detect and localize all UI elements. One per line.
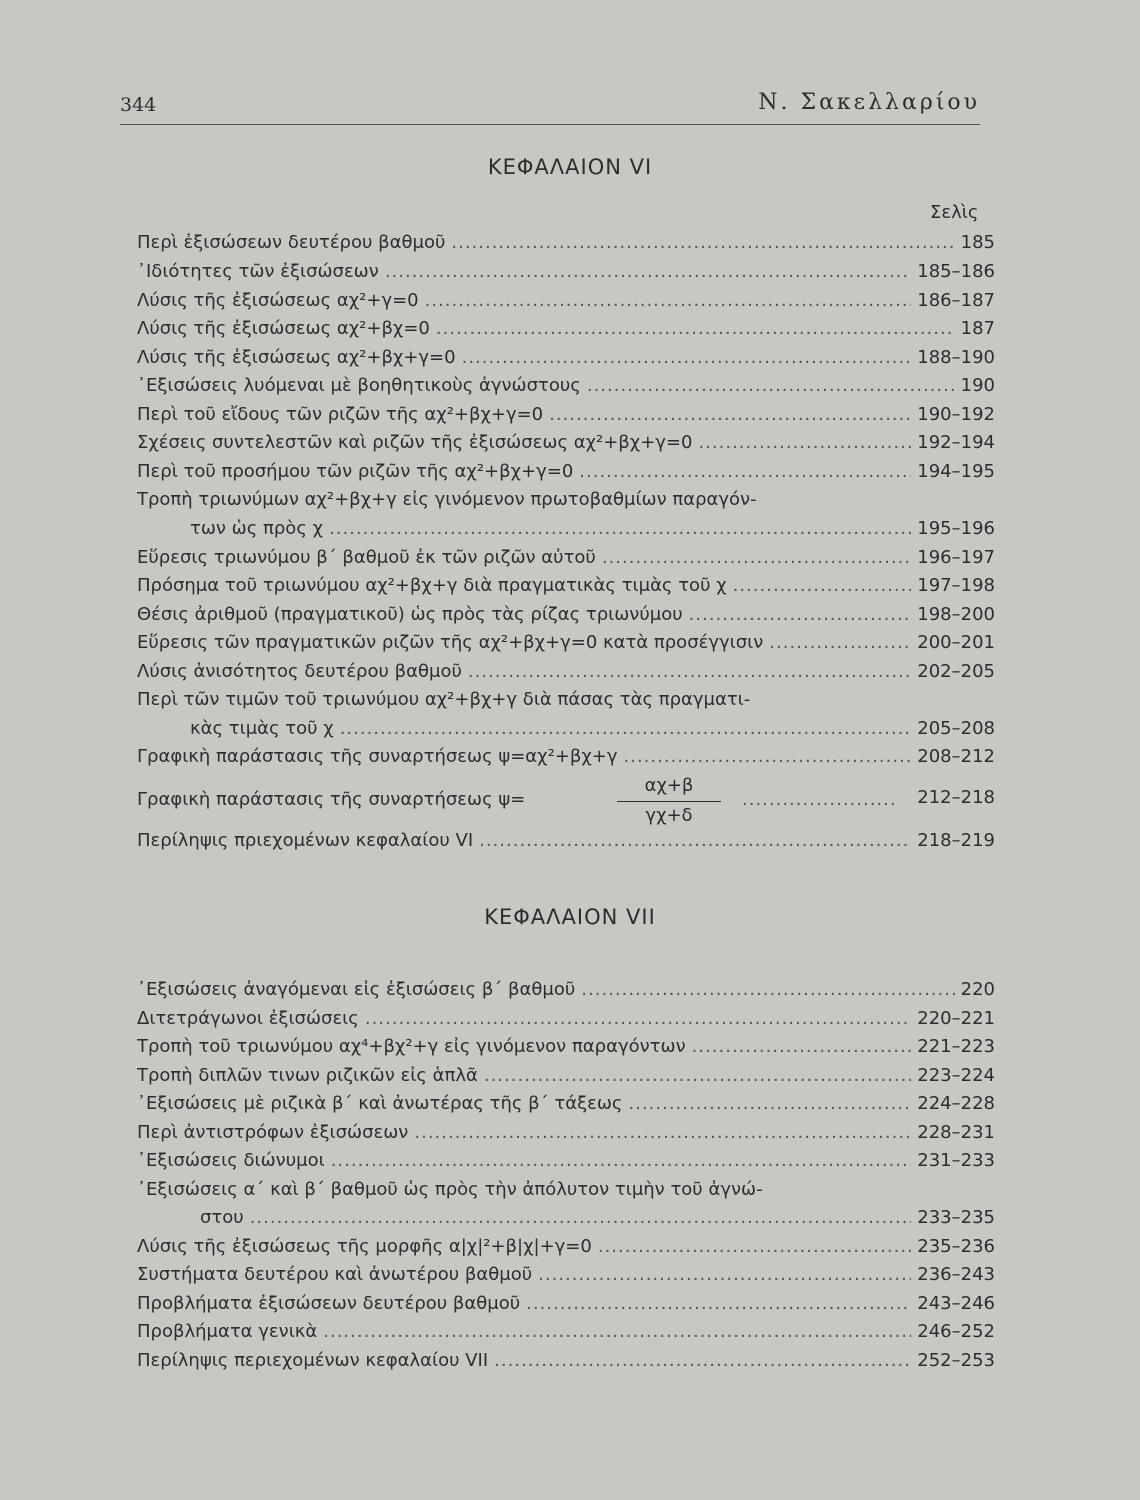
- page-column-label: Σελὶς: [930, 202, 979, 223]
- toc-entry: Συστήματα δευτέρου καὶ ἀνωτέρου βαθμοῦ ..... 236–243: [137, 1262, 995, 1288]
- toc-entry: Εὕρεσις τῶν πραγματικῶν ριζῶν τῆς αχ²+βχ+γ=0 κατὰ προσέγγισιν ..... 200–201: [137, 630, 995, 656]
- fraction-bar: [617, 801, 721, 802]
- toc-entry-summary: Περίληψις πριεχομένων κεφαλαίου VI ..... 218–219: [137, 828, 995, 854]
- toc-entry: ᾿Εξισώσεις λυόμεναι μὲ βοηθητικοὺς ἀγνώστους ..... 190: [137, 373, 995, 399]
- toc-entry: κὰς τιμὰς τοῦ χ ..... 205–208: [190, 716, 995, 742]
- fraction-entry-pages: 212–218: [917, 787, 995, 808]
- toc-entry: ᾿Εξισώσεις ἀναγόμεναι εἰς ἐξισώσεις β΄ βαθμοῦ ..... 220: [137, 977, 995, 1003]
- toc-entry: Περὶ ἐξισώσεων δευτέρου βαθμοῦ ..... 185: [137, 230, 995, 256]
- toc-entry: Περὶ ἀντιστρόφων ἐξισώσεων ..... 228–231: [137, 1120, 995, 1146]
- toc-entry: ᾿Εξισώσεις μὲ ριζικὰ β΄ καὶ ἀνωτέρας τῆς β΄ τάξεως ..... 224–228: [137, 1091, 995, 1117]
- page-number: 344: [120, 94, 157, 116]
- toc-entry: Λύσις ἀνισότητος δευτέρου βαθμοῦ ..... 202–205: [137, 659, 995, 685]
- toc-entry: Λύσις τῆς ἐξισώσεως τῆς μορφῆς α|χ|²+β|χ|+γ=0 ..... 235–236: [137, 1234, 995, 1260]
- toc-entry: των ὡς πρὸς χ ..... 195–196: [190, 516, 995, 542]
- toc-entry: Πρόσημα τοῦ τριωνύμου αχ²+βχ+γ διὰ πραγματικὰς τιμὰς τοῦ χ ..... 197–198: [137, 573, 995, 599]
- fraction-entry-label: Γραφικὴ παράστασις τῆς συναρτήσεως ψ=: [137, 789, 526, 810]
- fraction-numerator: αχ+β: [644, 775, 694, 796]
- toc-entry: ᾿Εξισώσεις διώνυμοι ..... 231–233: [137, 1148, 995, 1174]
- toc-entry: Περὶ τοῦ προσήμου τῶν ριζῶν τῆς αχ²+βχ+γ=0 ..... 194–195: [137, 459, 995, 485]
- toc-entry-line1: Τροπὴ τριωνύμων αχ²+βχ+γ εἰς γινόμενον πρωτοβαθμίων παραγόν-: [137, 489, 757, 510]
- leader-dots: [742, 789, 897, 810]
- toc-entry: Λύσις τῆς ἐξισώσεως αχ²+βχ=0 ..... 187: [137, 316, 995, 342]
- toc-entry: Περὶ τοῦ εἴδους τῶν ριζῶν τῆς αχ²+βχ+γ=0 ..... 190–192: [137, 402, 995, 428]
- toc-entry: Προβλήματα ἐξισώσεων δευτέρου βαθμοῦ ..... 243–246: [137, 1291, 995, 1317]
- page-header: [120, 88, 980, 125]
- toc-entry: Σχέσεις συντελεστῶν καὶ ριζῶν τῆς ἐξισώσεως αχ²+βχ+γ=0 ..... 192–194: [137, 430, 995, 456]
- toc-entry: Γραφικὴ παράστασις τῆς συναρτήσεως ψ=αχ²+βχ+γ ..... 208–212: [137, 744, 995, 770]
- chapter-6-title: ΚΕΦΑΛΑΙΟΝ VI: [487, 155, 653, 179]
- toc-entry: Τροπὴ τοῦ τριωνύμου αχ⁴+βχ²+γ εἰς γινόμενον παραγόντων ..... 221–223: [137, 1034, 995, 1060]
- toc-entry-fraction: [137, 775, 995, 835]
- toc-entry: Περίληψις περιεχομένων κεφαλαίου VII ..... 252–253: [137, 1348, 995, 1374]
- toc-entry: Θέσις ἀριθμοῦ (πραγματικοῦ) ὡς πρὸς τὰς ρίζας τριωνύμου ..... 198–200: [137, 602, 995, 628]
- toc-entry-line1: Περὶ τῶν τιμῶν τοῦ τριωνύμου αχ²+βχ+γ διὰ πάσας τὰς πραγματι-: [137, 689, 751, 710]
- toc-entry: Τροπὴ διπλῶν τινων ριζικῶν εἰς ἁπλᾶ ..... 223–224: [137, 1063, 995, 1089]
- toc-entry: Διτετράγωνοι ἐξισώσεις ..... 220–221: [137, 1006, 995, 1032]
- toc-entry: Προβλήματα γενικὰ ..... 246–252: [137, 1319, 995, 1345]
- toc-entry: Λύσις τῆς ἐξισώσεως αχ²+βχ+γ=0 ..... 188–190: [137, 345, 995, 371]
- running-title: Ν. Σακελλαρίου: [758, 90, 980, 115]
- chapter-7-title: ΚΕΦΑΛΑΙΟΝ VII: [484, 905, 656, 929]
- toc-entry: Λύσις τῆς ἐξισώσεως αχ²+γ=0 ..... 186–187: [137, 288, 995, 314]
- toc-entry: Εὕρεσις τριωνύμου β΄ βαθμοῦ ἐκ τῶν ριζῶν αὐτοῦ ..... 196–197: [137, 545, 995, 571]
- toc-entry-line1: ᾿Εξισώσεις α΄ καὶ β΄ βαθμοῦ ὡς πρὸς τὴν ἀπόλυτον τιμὴν τοῦ ἀγνώ-: [137, 1179, 763, 1200]
- fraction-denominator: γχ+δ: [645, 805, 693, 826]
- toc-entry: ᾿Ιδιότητες τῶν ἐξισώσεων ..... 185–186: [137, 259, 995, 285]
- toc-entry: στου ..... 233–235: [200, 1205, 995, 1231]
